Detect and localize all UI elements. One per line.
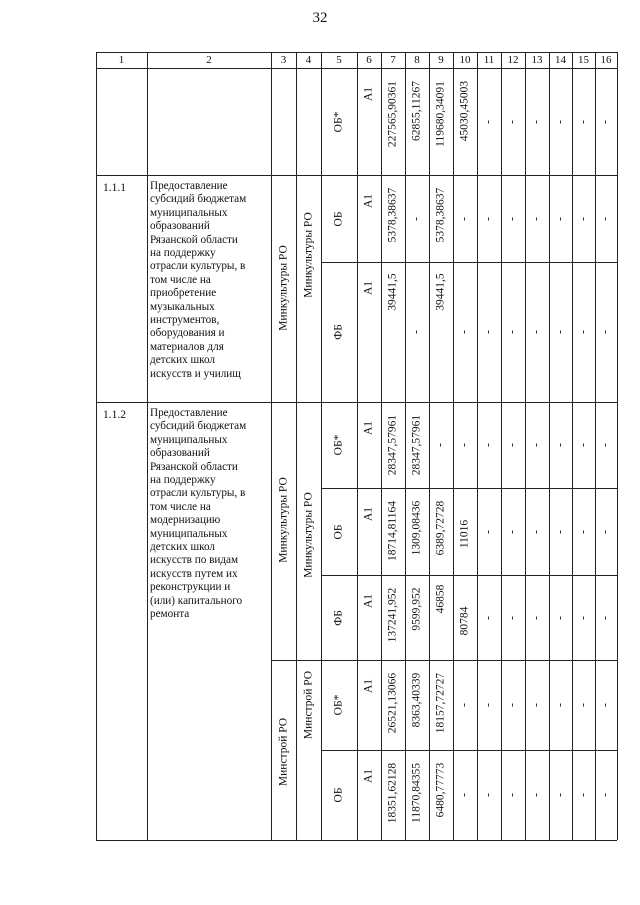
value-cell-8: - (410, 330, 423, 334)
dash-cell: - (576, 703, 589, 707)
subrow-separator (321, 262, 617, 263)
dash-cell: - (482, 119, 495, 124)
header-cell: 16 (600, 54, 612, 66)
dash-cell: - (482, 443, 495, 447)
dash-cell: - (530, 703, 543, 707)
dash-cell: - (482, 793, 495, 797)
dash-cell: - (482, 529, 495, 534)
dash-cell: - (530, 330, 543, 334)
row-code: 1.1.2 (103, 409, 126, 421)
value-cell-9: 5378,38637 (434, 187, 447, 243)
dash-cell: - (576, 216, 589, 221)
dash-cell: - (482, 216, 495, 221)
dash-cell: - (599, 615, 612, 620)
column-line (429, 52, 430, 840)
value-cell-8: 28347,57961 (410, 415, 423, 476)
dash-cell: - (576, 615, 589, 620)
header-cell: 1 (118, 54, 125, 66)
column-line (453, 52, 454, 840)
dash-cell: - (553, 216, 566, 221)
value-cell-8: 11870,84355 (410, 763, 423, 824)
executor-label: Минкультуры РО (276, 477, 289, 563)
dash-cell: - (506, 216, 519, 221)
header-cell: 15 (578, 54, 589, 66)
value-cell-8: 62855,11267 (410, 81, 423, 142)
dash-cell: - (530, 793, 543, 797)
value-cell-7: 26521,13066 (386, 673, 399, 734)
header-cell: 9 (438, 54, 444, 66)
value-cell-10: - (458, 703, 471, 707)
row-separator (96, 402, 617, 403)
value-cell-7: 227565,90361 (386, 81, 399, 148)
value-cell-7: 5378,38637 (386, 187, 399, 243)
value-cell-10: - (458, 793, 471, 797)
value-cell-10: - (458, 216, 471, 221)
table-border-bottom (96, 840, 617, 841)
value-cell-10: - (458, 443, 471, 447)
header-cell: 11 (483, 54, 495, 66)
dash-cell: - (576, 330, 589, 334)
dash-cell: - (576, 119, 589, 124)
dash-cell: - (576, 529, 589, 534)
executor-separator (271, 660, 617, 661)
value-cell-8: - (410, 216, 423, 221)
dash-cell: - (553, 703, 566, 707)
dash-cell: - (506, 703, 519, 707)
dash-cell: - (599, 330, 612, 334)
code-cell: А1 (362, 420, 375, 436)
executor-label: Минкультуры РО (301, 212, 314, 298)
value-cell-7: 28347,57961 (386, 415, 399, 476)
value-cell-9: - (434, 443, 447, 447)
dash-cell: - (506, 119, 519, 124)
header-cell: 7 (390, 54, 396, 66)
value-cell-7: 39441,5 (386, 273, 399, 312)
column-line (96, 52, 97, 840)
dash-cell: - (553, 330, 566, 334)
dash-cell: - (599, 529, 612, 534)
dash-cell: - (553, 529, 566, 534)
code-cell: А1 (362, 678, 375, 694)
value-cell-9: 39441,5 (434, 273, 447, 312)
row-description: Предоставление субсидий бюджетам муниципальных образований Рязанской области на поддержку отрасли культуры, в том числе на приобретение музыкальных инструментов, оборудования и материалов для детских школ искусств и училищ (150, 180, 247, 380)
dash-cell: - (599, 443, 612, 447)
column-line (147, 52, 148, 840)
header-cell: 8 (414, 54, 420, 66)
header-cell: 14 (555, 54, 566, 66)
code-cell: А1 (362, 193, 375, 209)
header-cell: 6 (366, 54, 372, 66)
source-cell: ОБ (332, 787, 345, 803)
header-cell: 12 (507, 54, 519, 66)
executor-label: Минкультуры РО (301, 492, 314, 578)
source-cell: ОБ (332, 524, 345, 539)
value-cell-10: 45030,45003 (458, 81, 471, 142)
code-cell: А1 (362, 280, 375, 296)
source-cell: ФБ (332, 609, 345, 626)
header-cell: 10 (459, 54, 471, 66)
code-cell: А1 (362, 506, 375, 522)
dash-cell: - (506, 330, 519, 334)
value-cell-7: 137241,952 (386, 587, 399, 643)
dash-cell: - (599, 703, 612, 707)
source-cell: ФБ (332, 324, 345, 340)
row-description: Предоставление субсидий бюджетам муниципальных образований Рязанской области на поддержку отрасли культуры, в том числе на модернизацию муниципальных детских школ искусств по видам искусств путем их реконструкции и (или) капитального ремонта (150, 407, 247, 621)
dash-cell: - (576, 793, 589, 797)
dash-cell: - (482, 615, 495, 620)
value-cell-9: 6480,77773 (434, 762, 447, 818)
value-cell-7: 18714,81164 (386, 501, 399, 562)
subrow-separator (321, 575, 617, 576)
dash-cell: - (553, 119, 566, 124)
column-line (477, 52, 478, 840)
dash-cell: - (576, 443, 589, 447)
value-cell-10: - (458, 330, 471, 334)
dash-cell: - (506, 529, 519, 534)
column-line (357, 52, 358, 840)
header-cell: 5 (336, 54, 342, 66)
value-cell-9: 18157,72727 (434, 673, 447, 734)
dash-cell: - (506, 443, 519, 447)
dash-cell: - (553, 793, 566, 797)
header-cell: 4 (305, 54, 312, 66)
column-line (595, 52, 596, 840)
code-cell: А1 (362, 593, 375, 609)
dash-cell: - (530, 216, 543, 221)
row-code: 1.1.1 (103, 182, 126, 194)
column-line (525, 52, 526, 840)
source-cell: ОБ (332, 211, 345, 226)
header-cell: 2 (206, 54, 212, 66)
dash-cell: - (553, 615, 566, 620)
value-cell-9: 119680,34091 (434, 81, 447, 148)
dash-cell: - (553, 443, 566, 447)
page-number: 32 (312, 10, 328, 26)
dash-cell: - (599, 793, 612, 797)
column-line (572, 52, 573, 840)
column-line (296, 52, 297, 840)
dash-cell: - (530, 615, 543, 620)
subrow-separator (321, 488, 617, 489)
dash-cell: - (530, 529, 543, 534)
value-cell-8: 9599,952 (410, 587, 423, 631)
source-cell: ОБ* (332, 111, 345, 132)
column-line (321, 52, 322, 840)
header-cell: 13 (531, 54, 543, 66)
value-cell-9: 46858 (434, 584, 447, 614)
value-cell-8: 8363,40339 (410, 672, 423, 728)
code-cell: А1 (362, 86, 375, 102)
column-line (549, 52, 550, 840)
subrow-separator (321, 750, 617, 751)
executor-label: Минкультуры РО (276, 245, 289, 331)
dash-cell: - (599, 216, 612, 221)
source-cell: ОБ* (332, 434, 345, 456)
dash-cell: - (482, 330, 495, 334)
column-line (405, 52, 406, 840)
dash-cell: - (506, 793, 519, 797)
dash-cell: - (506, 615, 519, 620)
value-cell-9: 6389,72728 (434, 500, 447, 556)
column-line (381, 52, 382, 840)
dash-cell: - (482, 703, 495, 707)
column-line (617, 52, 618, 840)
dash-cell: - (530, 443, 543, 447)
column-line (501, 52, 502, 840)
value-cell-7: 18351,62128 (386, 763, 399, 824)
value-cell-10: 80784 (458, 606, 471, 636)
value-cell-10: 11016 (458, 519, 471, 549)
code-cell: А1 (362, 768, 375, 784)
source-cell: ОБ* (332, 694, 345, 716)
header-cell: 3 (280, 54, 287, 66)
executor-label: Минстрой РО (276, 717, 289, 787)
executor-label: Минстрой РО (301, 670, 314, 740)
row-separator (96, 175, 617, 176)
dash-cell: - (599, 119, 612, 124)
value-cell-8: 1309,08436 (410, 500, 423, 556)
dash-cell: - (530, 119, 543, 124)
